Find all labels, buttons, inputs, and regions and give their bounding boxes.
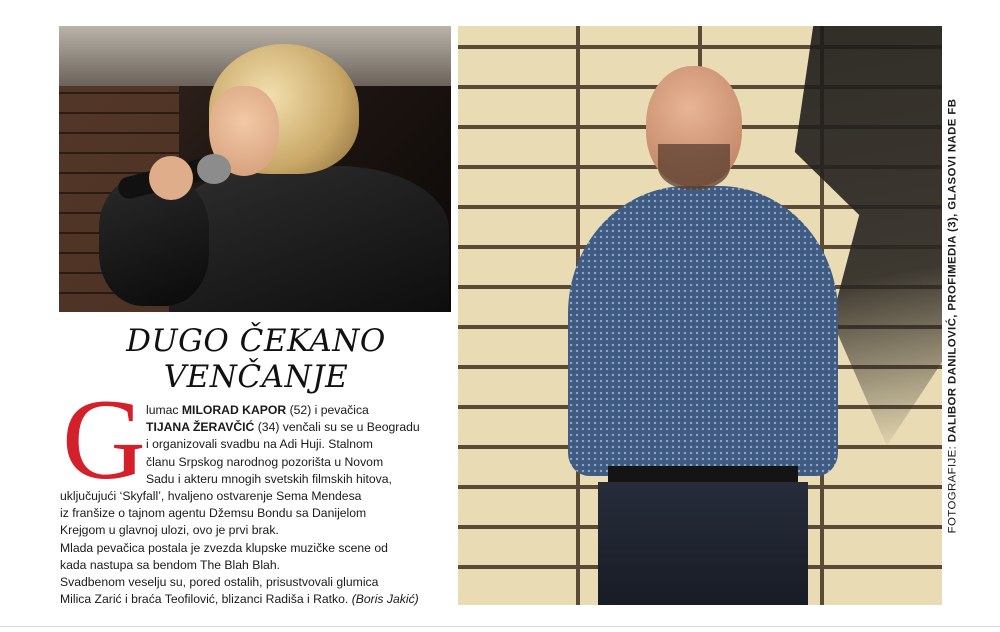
leather-jacket	[169, 166, 449, 312]
body-text: (34) venčali su se u Beogradu	[254, 420, 420, 435]
actor-beard	[658, 144, 730, 190]
title-line-2: VENČANJE	[163, 359, 349, 395]
singer-hand	[149, 156, 193, 200]
name-tijana-zeravcic: TIJANA ŽERAVČIĆ	[146, 420, 255, 435]
body-line	[60, 419, 452, 436]
body-line: Krejgom u glavnoj ulozi, ovo je prvi brak.	[60, 523, 279, 538]
microphone-head	[197, 154, 231, 184]
name-milorad-kapor: MILORAD KAPOR	[181, 403, 287, 417]
body-text: (52) i pevačica	[286, 403, 369, 417]
body-line: iz franšize o tajnom agentu Džemsu Bondu sa Danijelom	[60, 506, 367, 521]
article-body	[60, 402, 452, 608]
body-text: Milica Zarić i braća Teofilović, blizanci Radiša i Ratko.	[60, 592, 352, 607]
body-line: Svadbenom veselju su, pored ostalih, prisustvovali glumica	[60, 575, 379, 590]
singer-arm	[99, 176, 209, 306]
photo-credit	[944, 30, 960, 602]
blue-shirt	[568, 186, 838, 476]
singer-photo	[59, 26, 451, 312]
title-line-1: DUGO ČEKANO	[126, 323, 386, 359]
body-line	[60, 402, 452, 419]
body-line: Mlada pevačica postala je zvezda klupske muzičke scene od	[60, 540, 388, 555]
page-divider	[0, 626, 1000, 627]
credit-names: DALIBOR DANILOVIĆ, PROFIMEDIA (3), GLASOVI NADE FB	[946, 98, 958, 443]
body-line: i organizovali svadbu na Adi Huji. Stalnom	[146, 437, 373, 452]
body-line: kada nastupa sa bendom The Blah Blah.	[60, 557, 280, 572]
actor-photo	[458, 26, 942, 605]
body-line: uključujući ‘Skyfall’, hvaljeno ostvarenje Sema Mendesa	[60, 489, 362, 504]
trousers	[598, 482, 808, 605]
author-byline: (Boris Jakić)	[351, 592, 419, 607]
body-line: Sadu i akteru mnogih svetskih filmskih hitova,	[146, 471, 392, 486]
credit-label: FOTOGRAFIJE:	[946, 442, 958, 534]
body-line	[60, 591, 452, 608]
body-line: članu Srpskog narodnog pozorišta u Novom	[146, 454, 384, 469]
drop-cap: G	[62, 376, 146, 504]
body-text: lumac	[146, 403, 182, 417]
